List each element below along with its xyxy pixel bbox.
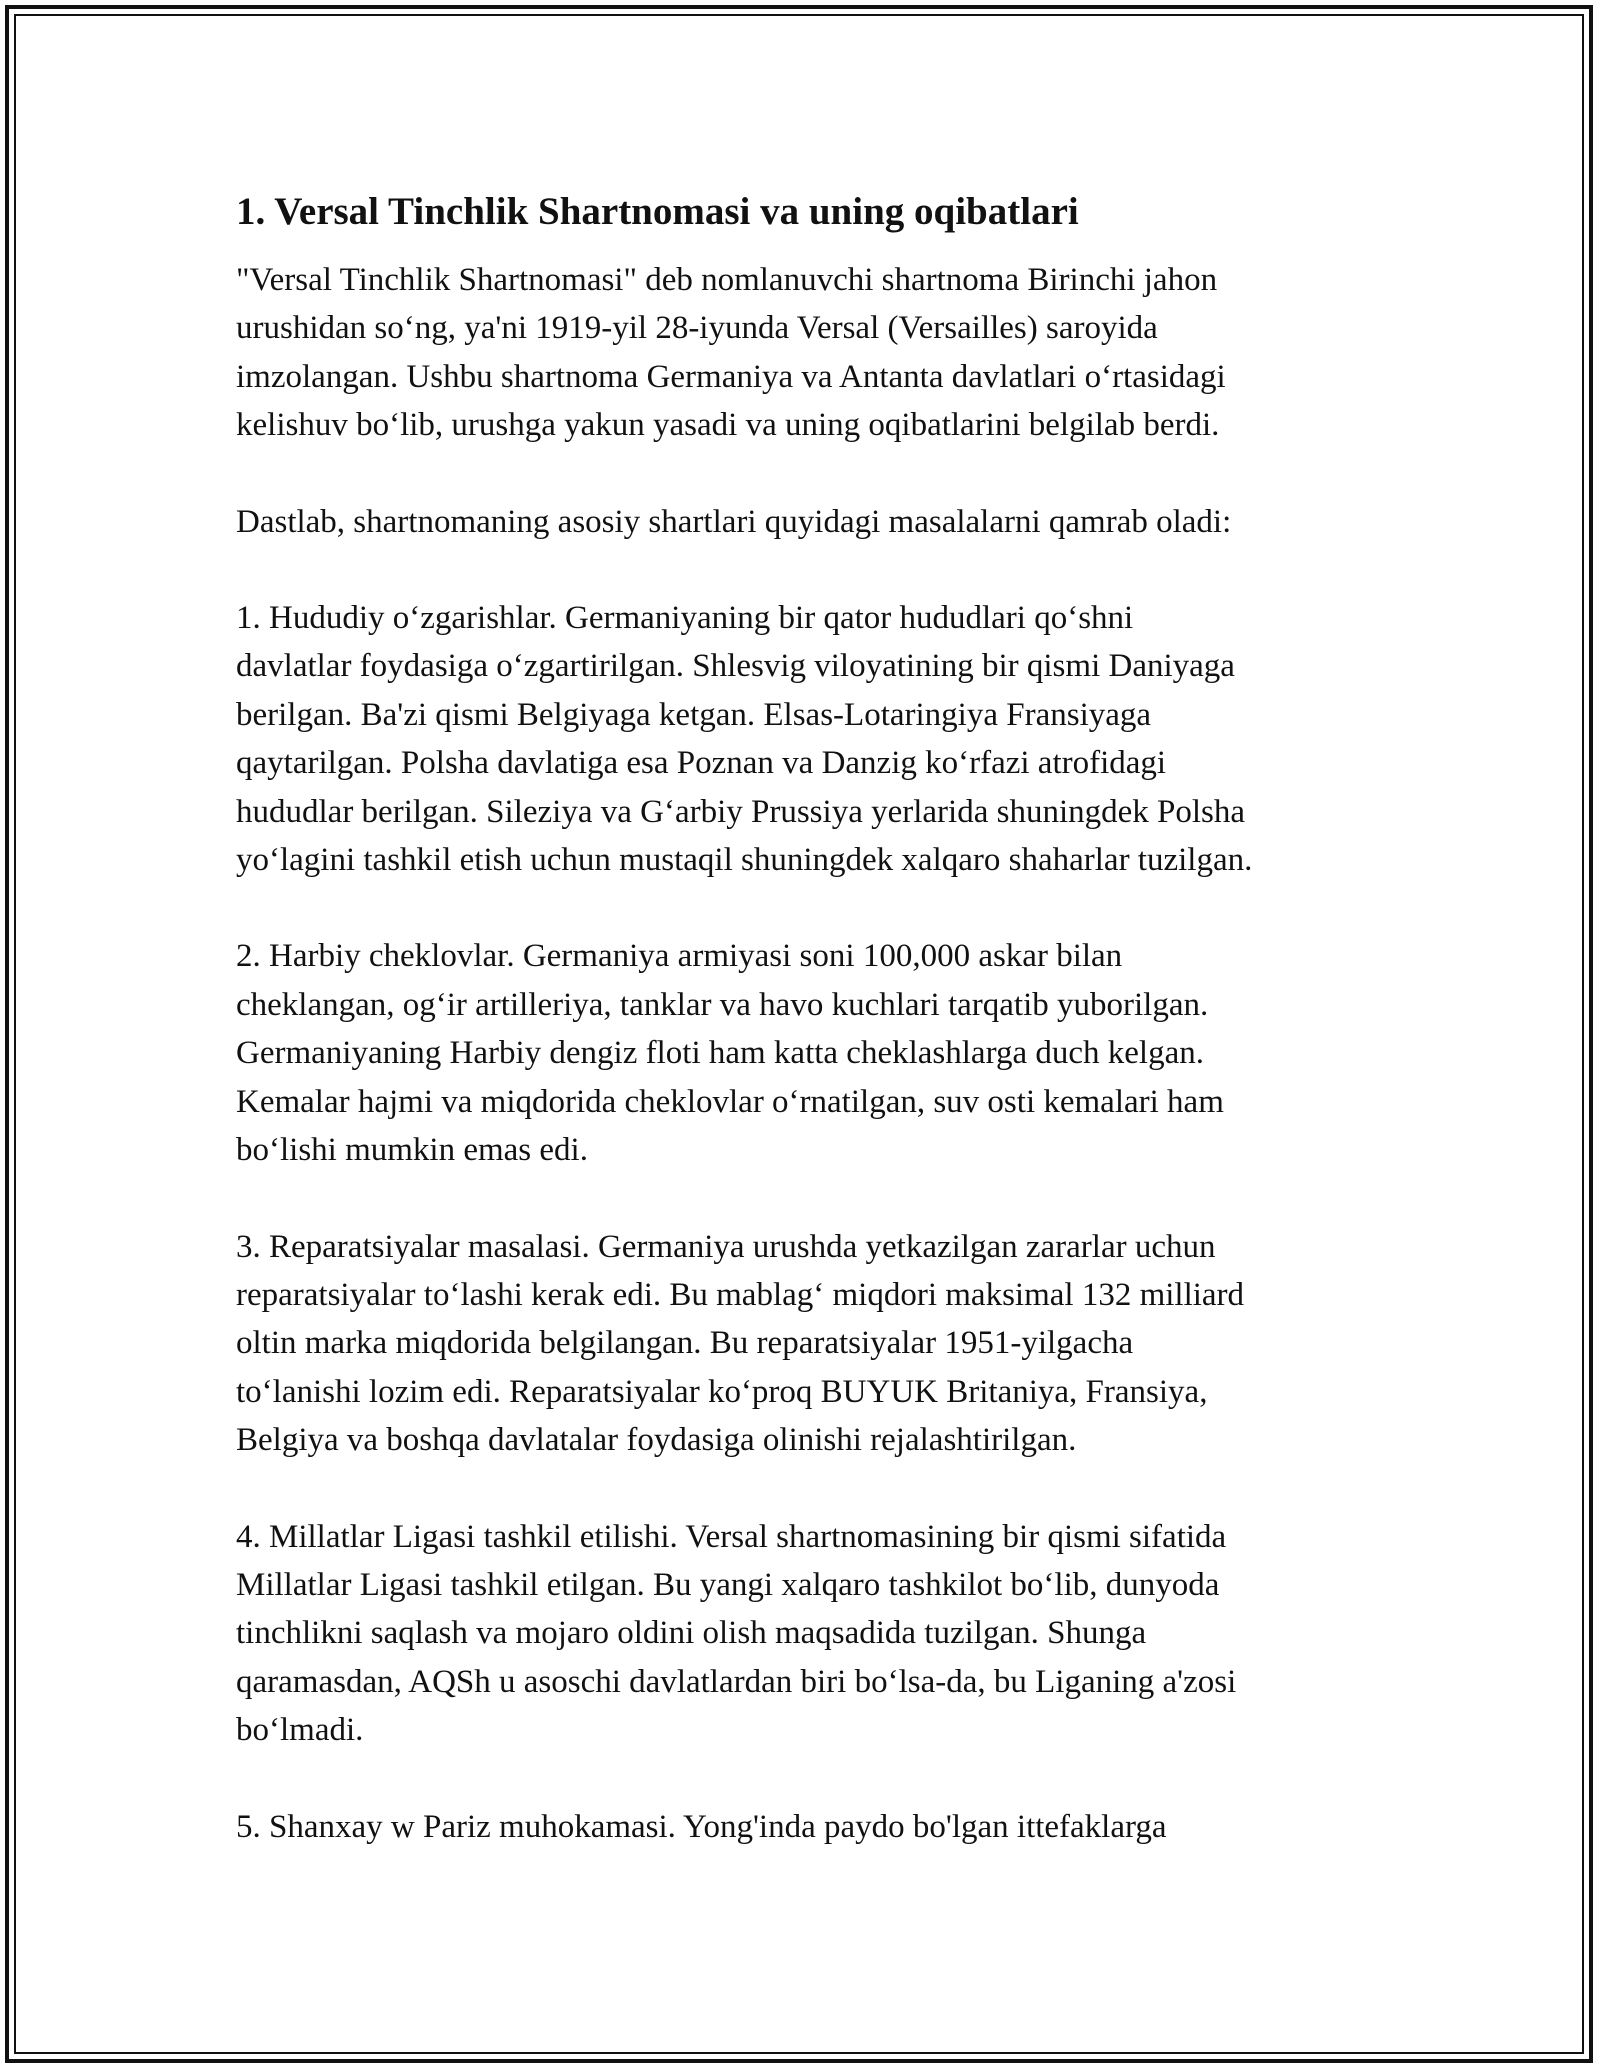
text-line: Belgiya va boshqa davlatalar foydasiga olinishi rejalashtirilgan. xyxy=(236,1422,1077,1459)
text-line: kelishuv bo‘lib, urushga yakun yasadi va uning oqibatlarini belgilab berdi. xyxy=(236,407,1220,444)
text-line: imzolangan. Ushbu shartnoma Germaniya va Antanta davlatlari o‘rtasidagi xyxy=(236,358,1226,395)
paragraph-territorial-changes xyxy=(236,594,1396,884)
text-line: to‘lanishi lozim edi. Reparatsiyalar ko‘proq BUYUK Britaniya, Fransiya, xyxy=(236,1373,1208,1410)
text-line: yo‘lagini tashkil etish uchun mustaqil shuningdek xalqaro shaharlar tuzilgan. xyxy=(236,842,1253,879)
text-line: Dastlab, shartnomaning asosiy shartlari quyidagi masalalarni qamrab oladi: xyxy=(236,503,1232,540)
paragraph-shanghai-paris xyxy=(236,1803,1396,1851)
paragraph-military-restrictions xyxy=(236,932,1396,1174)
text-line: cheklangan, og‘ir artilleriya, tanklar va havo kuchlari tarqatib yuborilgan. xyxy=(236,986,1209,1023)
text-line: Millatlar Ligasi tashkil etilgan. Bu yangi xalqaro tashkilot bo‘lib, dunyoda xyxy=(236,1566,1220,1603)
text-line: bo‘lmadi. xyxy=(236,1712,364,1749)
paragraph-reparations xyxy=(236,1223,1396,1465)
text-line: davlatlar foydasiga o‘zgartirilgan. Shlesvig viloyatining bir qismi Daniyaga xyxy=(236,648,1235,685)
text-line: "Versal Tinchlik Shartnomasi" deb nomlanuvchi shartnoma Birinchi jahon xyxy=(236,262,1218,298)
text-line: Germaniyaning Harbiy dengiz floti ham katta cheklashlarga duch kelgan. xyxy=(236,1035,1204,1072)
paragraph-intro xyxy=(236,256,1396,450)
text-line: tinchlikni saqlash va mojaro oldini olish maqsadida tuzilgan. Shunga xyxy=(236,1615,1147,1652)
text-line: hududlar berilgan. Sileziya va G‘arbiy Prussiya yerlarida shuningdek Polsha xyxy=(236,793,1246,830)
text-line: 1. Hududiy o‘zgarishlar. Germaniyaning bir qator hududlari qo‘shni xyxy=(236,600,1134,637)
document-title: 1. Versal Tinchlik Shartnomasi va uning oqibatlari xyxy=(236,190,1079,233)
text-line: qaramasdan, AQSh u asoschi davlatlardan biri bo‘lsa-da, bu Liganing a'zosi xyxy=(236,1663,1237,1700)
text-line: 3. Reparatsiyalar masalasi. Germaniya urushda yetkazilgan zararlar uchun xyxy=(236,1228,1216,1265)
text-line: oltin marka miqdorida belgilangan. Bu reparatsiyalar 1951-yilgacha xyxy=(236,1325,1134,1362)
text-line: 2. Harbiy cheklovlar. Germaniya armiyasi soni 100,000 askar bilan xyxy=(236,938,1123,975)
text-line: reparatsiyalar to‘lashi kerak edi. Bu mablag‘ miqdori maksimal 132 milliard xyxy=(236,1276,1245,1313)
paragraph-league-of-nations xyxy=(236,1513,1396,1755)
text-line: 4. Millatlar Ligasi tashkil etilishi. Versal shartnomasining bir qismi sifatida xyxy=(236,1518,1227,1555)
text-line: Kemalar hajmi va miqdorida cheklovlar o‘rnatilgan, suv osti kemalari ham xyxy=(236,1083,1224,1120)
document-body xyxy=(236,186,1396,1899)
text-line: qaytarilgan. Polsha davlatiga esa Poznan va Danzig ko‘rfazi atrofidagi xyxy=(236,745,1167,782)
text-line: 5. Shanxay w Pariz muhokamasi. Yong'inda paydo bo'lgan ittefaklarga xyxy=(236,1808,1167,1845)
paragraph-conditions-intro xyxy=(236,498,1396,546)
text-line: bo‘lishi mumkin emas edi. xyxy=(236,1132,588,1169)
text-line: berilgan. Ba'zi qismi Belgiyaga ketgan. Elsas-Lotaringiya Fransiyaga xyxy=(236,696,1152,733)
text-line: urushidan so‘ng, ya'ni 1919-yil 28-iyunda Versal (Versailles) saroyida xyxy=(236,310,1158,347)
